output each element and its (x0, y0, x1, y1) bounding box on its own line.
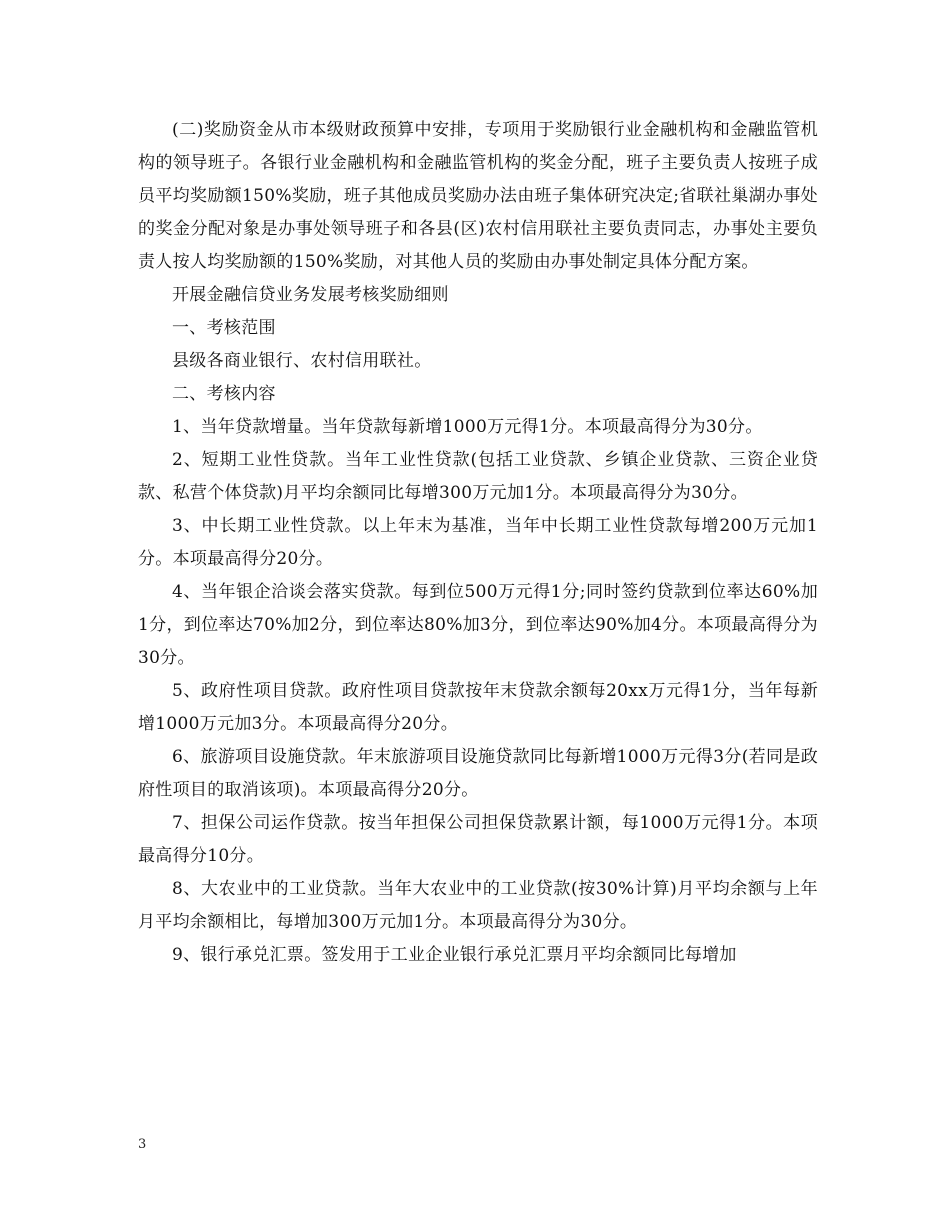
section-title-credit-rules: 开展金融信贷业务发展考核奖励细则 (172, 285, 449, 305)
item-9-bank-acceptance-bills: 9、银行承兑汇票。签发用于工业企业银行承兑汇票月平均余额同比每增加 (172, 945, 737, 965)
item-8-agriculture-industrial-loans: 8、大农业中的工业贷款。当年大农业中的工业贷款(按30%计算)月平均余额与上年月平均余额相比，每增加300万元加1分。本项最高得分为30分。 (138, 879, 818, 932)
item-5-government-project-loans: 5、政府性项目贷款。政府性项目贷款按年末贷款余额每20xx万元得1分，当年每新增1000万元加3分。本项最高得分20分。 (138, 681, 818, 734)
paragraph-reward-funds: (二)奖励资金从市本级财政预算中安排，专项用于奖励银行业金融机构和金融监管机构的领导班子。各银行业金融机构和金融监管机构的奖金分配，班子主要负责人按班子成员平均奖励额150%奖励，班子其他成员奖励办法由班子集体研究决定;省联社巢湖办事处的奖金分配对象是办事处领导班子和各县(区)农村信用联社主要负责同志，办事处主要负责人按人均奖励额的150%奖励，对其他人员的奖励由办事处制定具体分配方案。 (138, 120, 818, 272)
item-7-guarantee-company-loans: 7、担保公司运作贷款。按当年担保公司担保贷款累计额，每1000万元得1分。本项最高得分10分。 (138, 813, 818, 866)
item-3-medium-long-term-loans: 3、中长期工业性贷款。以上年末为基准，当年中长期工业性贷款每增200万元加1分。本项最高得分20分。 (138, 516, 818, 569)
paragraph-scope: 县级各商业银行、农村信用联社。 (172, 351, 432, 371)
item-6-tourism-project-loans: 6、旅游项目设施贷款。年末旅游项目设施贷款同比每新增1000万元得3分(若同是政府性项目的取消该项)。本项最高得分20分。 (138, 747, 818, 800)
heading-assessment-content: 二、考核内容 (172, 384, 276, 404)
page-number: 3 (138, 1137, 147, 1152)
item-4-bank-enterprise-loans: 4、当年银企洽谈会落实贷款。每到位500万元得1分;同时签约贷款到位率达60%加1分，到位率达70%加2分，到位率达80%加3分，到位率达90%加4分。本项最高得分为30分。 (138, 582, 818, 668)
item-2-short-term-loans: 2、短期工业性贷款。当年工业性贷款(包括工业贷款、乡镇企业贷款、三资企业贷款、私营个体贷款)月平均余额同比每增300万元加1分。本项最高得分为30分。 (138, 450, 818, 503)
item-1-loan-increment: 1、当年贷款增量。当年贷款每新增1000万元得1分。本项最高得分为30分。 (172, 417, 763, 437)
heading-assessment-scope: 一、考核范围 (172, 318, 276, 338)
document-body (138, 114, 818, 972)
